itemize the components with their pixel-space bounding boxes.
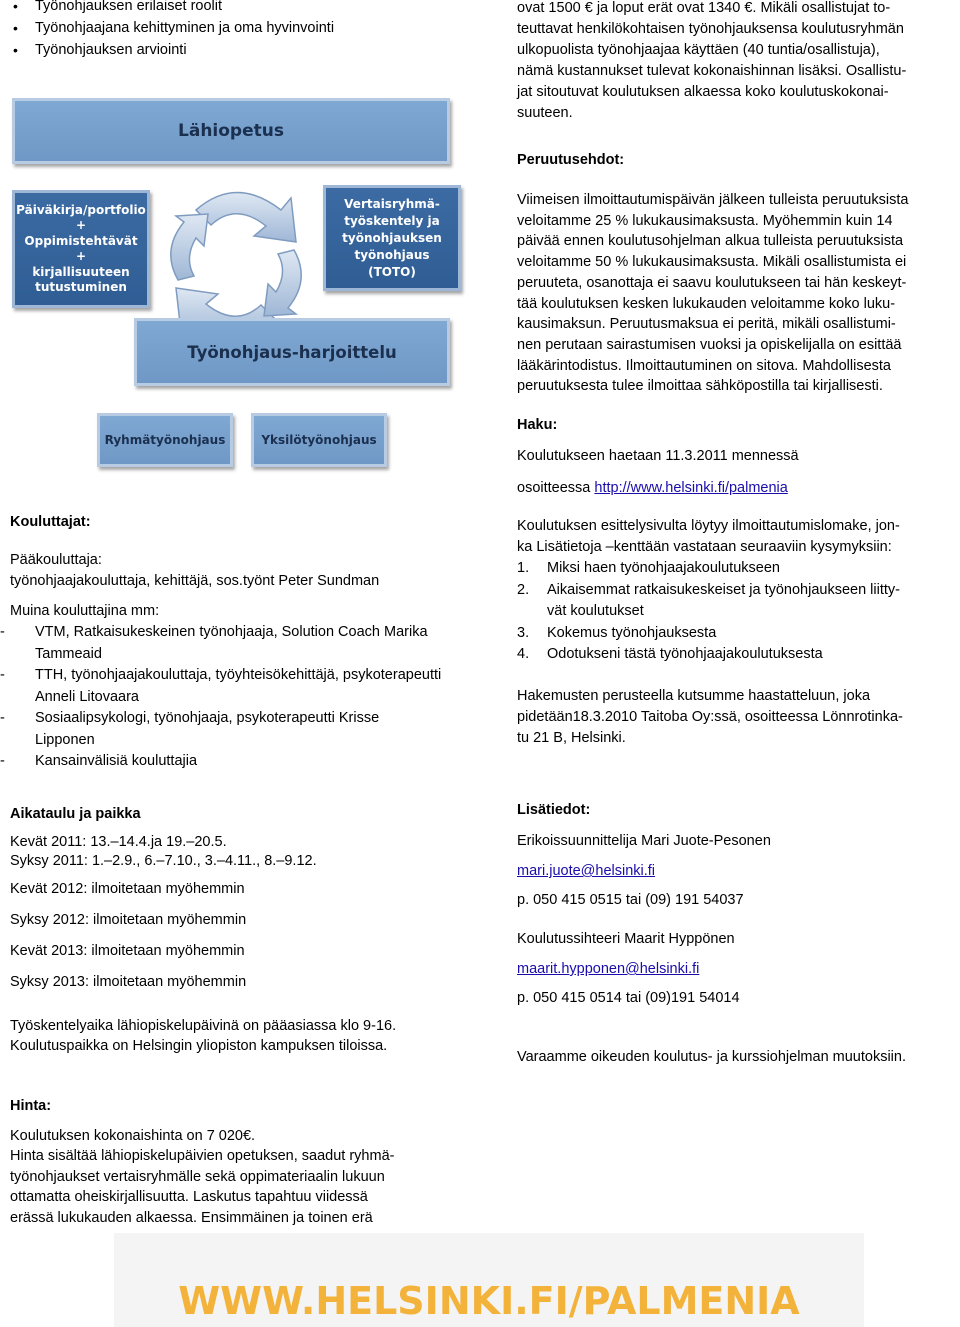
trainer-item-text: Kansainvälisiä kouluttajia [35,753,198,769]
diagram-box-lahiopetus [12,98,450,164]
list-text: Miksi haen työnohjaajakoulutukseen [547,560,780,576]
body-text: päivää ennen koulutusohjelman alkua tulleista peruutuksista [517,233,904,250]
body-text: nämä kustannukset tulevat kokonaishinnan lisäksi. Osallistu- [517,63,907,79]
trainer-name: työnohjaajakouluttaja, kehittäjä, sos.työnt Peter Sundman [10,573,380,589]
application-section [517,415,960,749]
diagram-label: tutustuminen [35,280,127,294]
schedule-note: Työskentelyaika lähiopiskelupäivinä on pääasiassa klo 9-16. [10,1018,397,1034]
section-heading: Lisätiedot: [517,802,591,818]
diagram-label: Oppimistehtävät [24,233,138,248]
palmenia-link[interactable]: http://www.helsinki.fi/palmenia [594,480,788,496]
diagram-label: työnohjauksen [342,230,442,245]
schedule-line: Syksy 2013: ilmoitetaan myöhemmin [10,974,247,990]
bullet-item: • Työnohjaajana kehittyminen ja oma hyvinvointi [35,20,334,36]
list-item [517,623,960,645]
section-heading: Aikataulu ja paikka [10,806,141,822]
trainer-list-item: - TTH, työnohjaajakouluttaja, työyhteisökehittäjä, psykoterapeutti Anneli Litovaara [0,667,442,705]
contact-person: Erikoissuunnittelija Mari Juote-Pesonen [517,833,771,849]
list-item [517,558,960,580]
diagram-label: Työnohjaus-harjoittelu [187,342,397,362]
diagram-label: Vertaisryhmä- [344,196,440,211]
banner-url: WWW.HELSINKI.FI/PALMENIA [178,1279,800,1323]
section-heading: Haku: [517,417,558,433]
body-text: nen perutaan sairastumisen vuoksi ja opiskelijalla on esittää [517,336,902,353]
question-list [517,558,960,666]
price-total: Koulutuksen kokonaishinta on 7 020€. [10,1128,256,1144]
diagram-label: Päiväkirja/portfolio [16,202,146,217]
body-text: veloitamme 50 % lukukausimaksusta. Mikäli osallistumista ei [517,254,907,271]
body-text: kausimaksun. Peruutusmaksua ei peritä, mikäli osallistumi- [517,316,896,333]
application-address [517,478,960,499]
price-text: ottamatta oheiskirjallisuutta. Laskutus tapahtuu viidessä [10,1189,368,1205]
body-text: Viimeisen ilmoittautumispäivän jälkeen tulleista peruutuksista [517,192,909,208]
price-text: työnohjaukset vertaisryhmälle sekä oppimateriaalin lukuun [10,1168,385,1185]
email-link[interactable]: mari.juote@helsinki.fi [517,863,656,879]
body-text: suuteen. [517,105,573,121]
schedule-line: Kevät 2013: ilmoitetaan myöhemmin [10,943,245,959]
list-number: 1. [517,560,530,576]
trainer-list-item: - Kansainvälisiä kouluttajia [0,753,198,769]
bullet-item: • Työnohjauksen arviointi [35,42,187,58]
body-text: Hakemusten perusteella kutsumme haastatteluun, joka [517,687,871,704]
trainer-item-text: TTH, työnohjaajakouluttaja, työyhteisökehittäjä, psykoterapeutti Anneli Litovaara [35,667,442,705]
diagram-label: Ryhmätyönohjaus [104,433,226,447]
diagram-label: Yksilötyönohjaus [261,433,377,447]
section-heading: Peruutusehdot: [517,152,625,168]
email-link[interactable]: maarit.hypponen@helsinki.fi [517,961,700,977]
diagram-label: työnohjaus [354,247,430,262]
footer-banner [114,1233,864,1327]
list-item [517,644,960,666]
body-text: tu 21 B, Helsinki. [517,729,626,746]
cancellation-section [517,150,960,397]
list-item [517,601,960,623]
price-text: Hinta sisältää lähiopiskelupäivien opetuksen, saadut ryhmä- [10,1148,395,1164]
diagram-box-harjoittelu [134,318,450,386]
body-text: peruuteta, osanottaja ei saavu koulutukseen tai hän keskeyt- [517,274,907,291]
list-item [517,580,960,602]
diagram-label: + [75,218,87,232]
body-text: Koulutuksen esittelysivulta löytyy ilmoittautumislomake, jon- [517,518,900,534]
schedule-line: Kevät 2012: ilmoitetaan myöhemmin [10,881,245,897]
diagram-label: + [75,249,87,263]
contact-phone: p. 050 415 0515 tai (09) 191 54037 [517,892,744,908]
list-text: Aikaisemmat ratkaisukeskeiset ja työnohjaukseen liitty- [547,581,900,598]
address-prefix: osoitteessa [517,480,591,496]
diagram-box-ryhmatyonohjaus [97,413,233,467]
contact-person: Koulutussihteeri Maarit Hyppönen [517,931,735,947]
diagram-box-portfolio [12,190,150,308]
trainer-label: Muina kouluttajina mm: [10,603,160,619]
diagram-label: (TOTO) [368,264,416,279]
body-text: jat sitoutuvat koulutuksen alkaessa koko koulutuskokonai- [517,84,889,100]
schedule-line: Syksy 2012: ilmoitetaan myöhemmin [10,912,247,928]
list-text: Odotukseni tästä työnohjaajakoulutuksesta [547,646,823,662]
diagram-label: kirjallisuuteen [32,264,130,279]
list-number: 2. [517,581,530,598]
payment-continued [517,0,960,124]
bullet-item: • Työnohjauksen erilaiset roolit [35,0,222,14]
contacts-section [517,800,960,1068]
trainer-list-item: - VTM, Ratkaisukeskeinen työnohjaaja, Solution Coach Marika Tammeaid [0,624,428,662]
body-text: lääkärintodistus. Ilmoittautuminen on sitova. Mahdollisesta [517,357,891,374]
body-text: ka Lisätietoja –kenttään vastataan seuraaviin kysymyksiin: [517,539,892,555]
body-text: veloitamme 25 % lukukausimaksusta. Myöhemmin kuin 14 [517,212,893,229]
list-text: Kokemus työnohjauksesta [547,624,717,641]
list-text: vät koulutukset [547,603,644,619]
diagram-label: työskentely ja [344,213,440,228]
trainers-section [0,512,470,773]
diagram-label: Lähiopetus [178,121,284,141]
schedule-note: Koulutuspaikka on Helsingin yliopiston kampuksen tiloissa. [10,1038,388,1054]
schedule-line: Kevät 2011: 13.–14.4.ja 19.–20.5. [10,834,227,850]
list-number: 4. [517,646,530,662]
application-deadline: Koulutukseen haetaan 11.3.2011 mennessä [517,448,799,464]
body-text: ovat 1500 € ja loput erät ovat 1340 €. Mikäli osallistujat to- [517,0,891,16]
trainer-list-item: - Sosiaalipsykologi, työnohjaaja, psykoterapeutti Krisse Lipponen [0,710,380,748]
schedule-section [10,804,470,1056]
diagram-box-yksilotyonohjaus [251,413,387,467]
list-number: 3. [517,624,530,641]
body-text: ulkopuolista työnohjaajaa käyttäen (40 tuntia/osallistuja), [517,42,880,58]
trainer-label: Pääkouluttaja: [10,552,102,568]
section-heading: Kouluttajat: [10,514,91,530]
disclaimer-text: Varaamme oikeuden koulutus- ja kurssiohjelman muutoksiin. [517,1049,907,1065]
trainer-item-text: Sosiaalipsykologi, työnohjaaja, psykoterapeutti Krisse Lipponen [35,710,380,748]
schedule-line: Syksy 2011: 1.–2.9., 6.–7.10., 3.–4.11., 8.–9.12. [10,853,317,869]
contact-phone: p. 050 415 0514 tai (09)191 54014 [517,990,740,1006]
price-section [10,1096,470,1228]
body-text: tää koulutuksen kesken lukukauden veloitamme koko luku- [517,295,896,312]
body-text: teuttavat henkilökohtaisen työnohjauksensa koulutusryhmän [517,21,904,37]
body-text: pidetään18.3.2010 Taitoba Oy:ssä, osoitteessa Lönnrotinka- [517,708,903,725]
price-text: erässä lukukauden alkaessa. Ensimmäinen ja toinen erä [10,1209,373,1226]
trainer-item-text: VTM, Ratkaisukeskeinen työnohjaaja, Solution Coach Marika Tammeaid [35,624,428,662]
section-heading: Hinta: [10,1098,52,1114]
diagram-box-vertaisryhma [323,185,461,291]
body-text: peruutuksesta tulee ilmoittaa sähköpostilla tai kirjallisesti. [517,378,883,395]
